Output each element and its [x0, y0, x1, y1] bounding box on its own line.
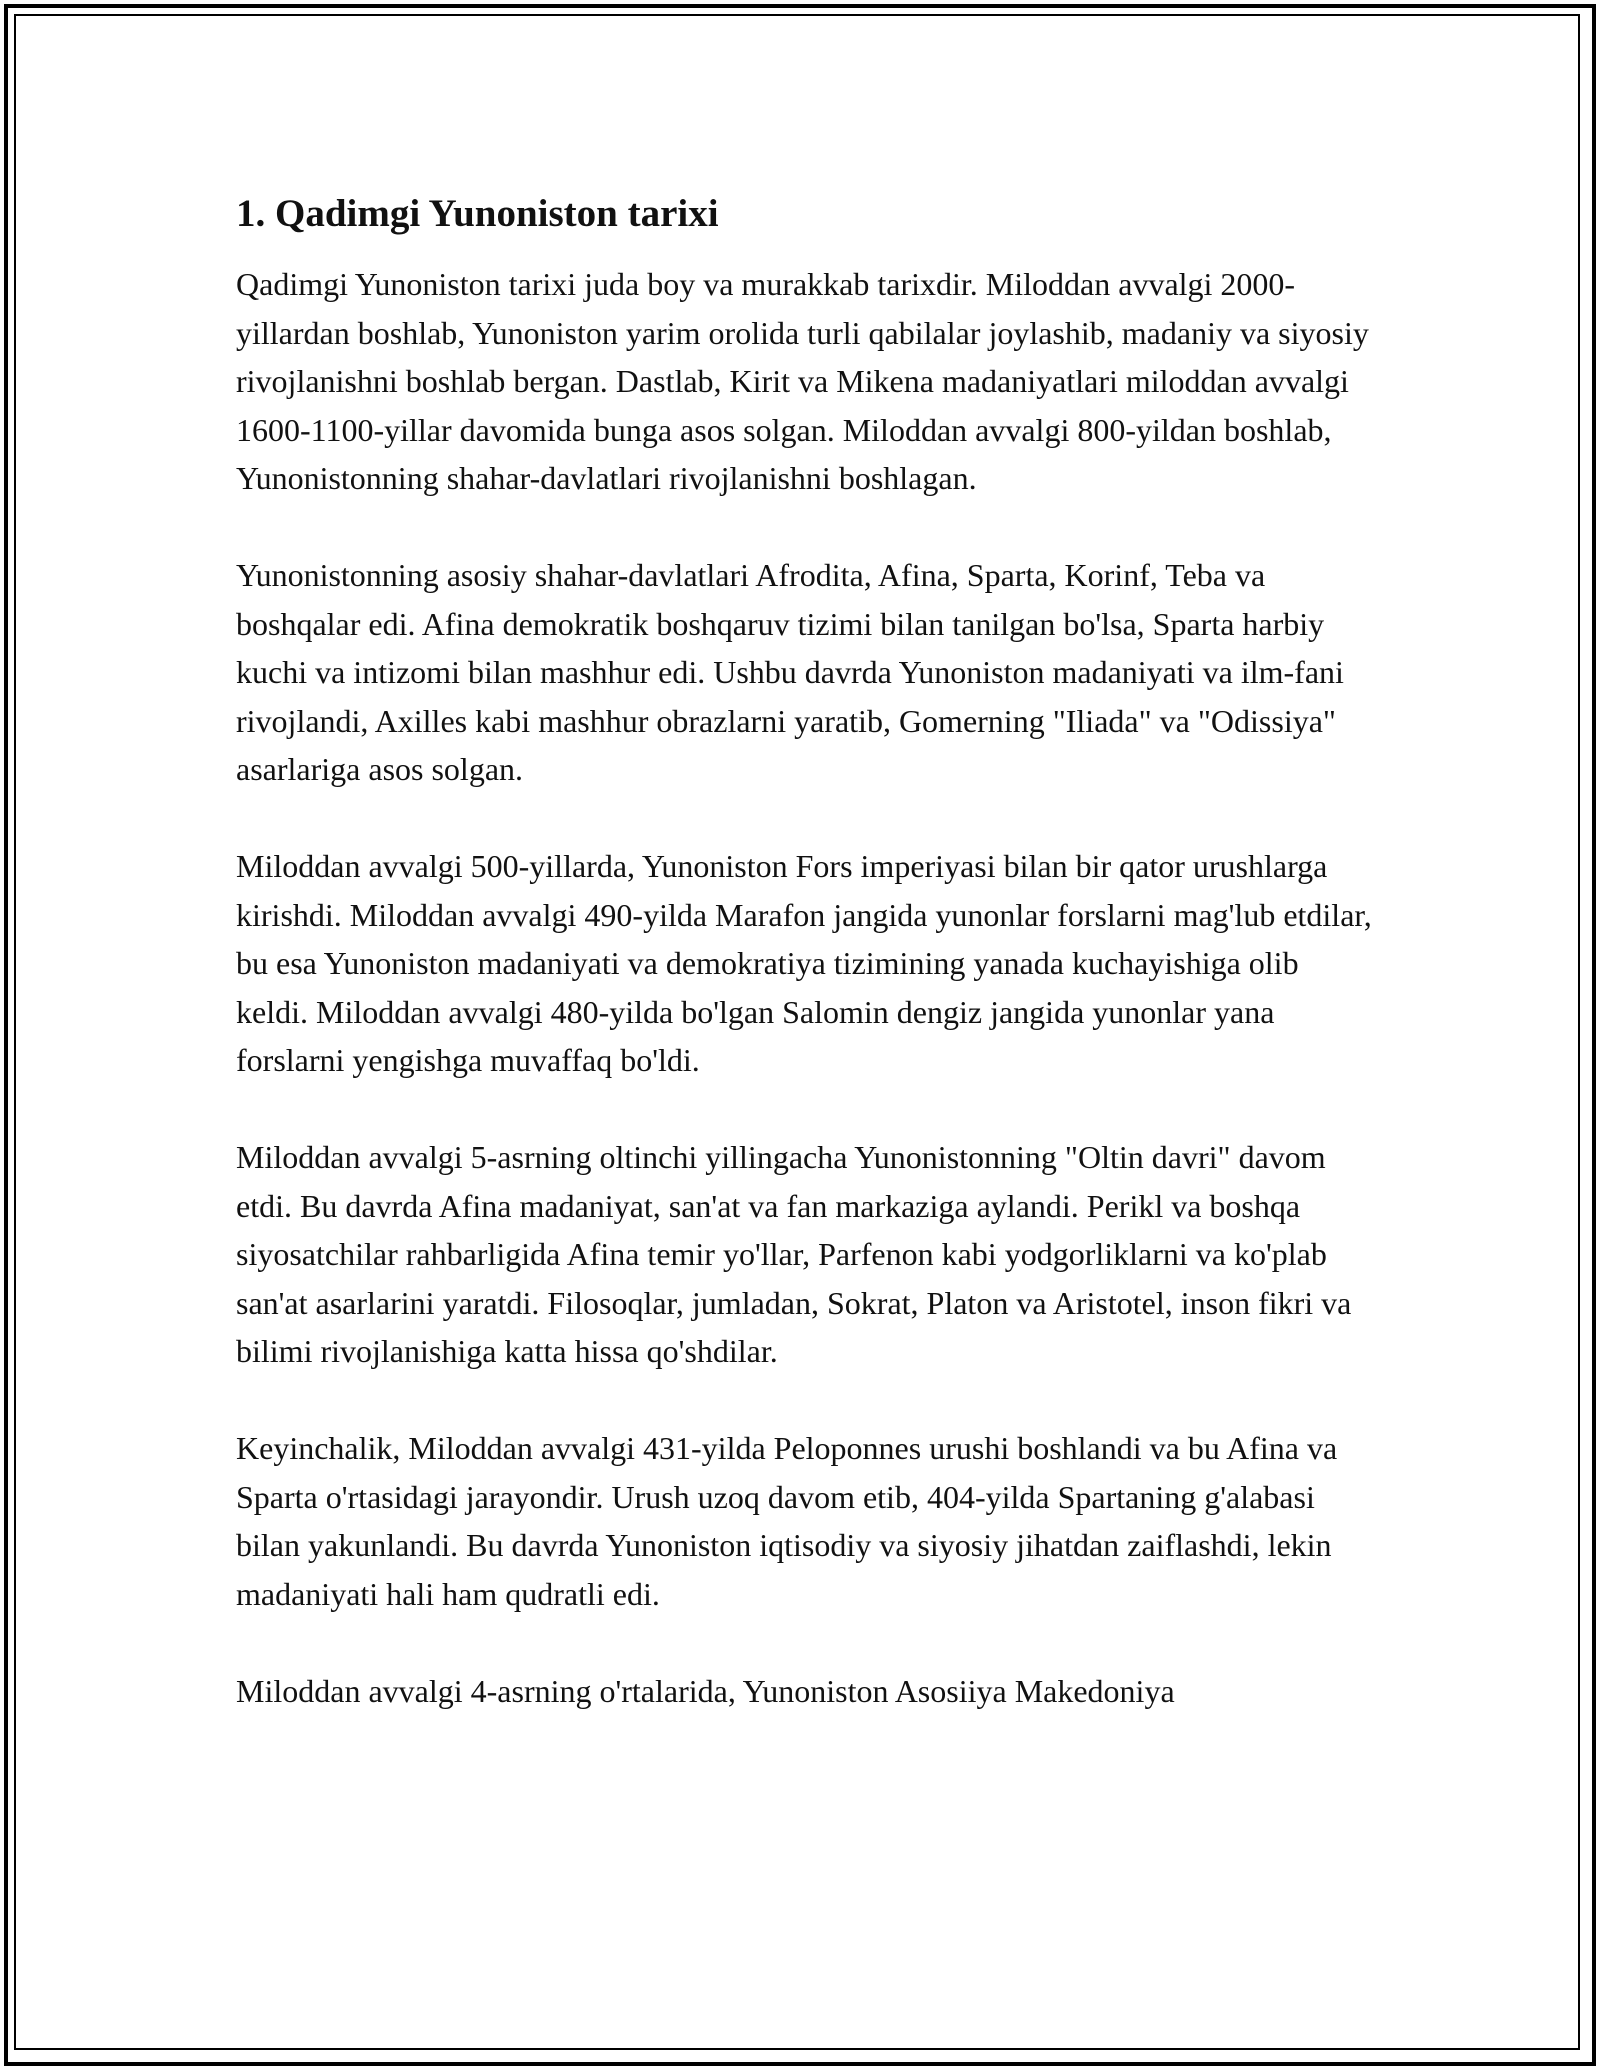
- paragraph: Qadimgi Yunoniston tarixi juda boy va murakkab tarixdir. Miloddan avvalgi 2000-yillardan boshlab, Yunoniston yarim orolida turli qabilalar joylashib, madaniy va siyosiy rivojlanishni boshlab bergan. Dastlab, Kirit va Mikena madaniyatlari miloddan avvalgi 1600-1100-yillar davomida bunga asos solgan. Miloddan avvalgi 800-yildan boshlab, Yunonistonning shahar-davlatlari rivojlanishni boshlagan.: [236, 266, 1369, 496]
- paragraph: Yunonistonning asosiy shahar-davlatlari Afrodita, Afina, Sparta, Korinf, Teba va boshqalar edi. Afina demokratik boshqaruv tizimi bilan tanilgan bo'lsa, Sparta harbiy kuchi va intizomi bilan mashhur edi. Ushbu davrda Yunoniston madaniyati va ilm-fani rivojlandi, Axilles kabi mashhur obrazlarni yaratib, Gomerning "Iliada" va "Odissiya" asarlariga asos solgan.: [236, 557, 1344, 787]
- paragraph: Keyinchalik, Miloddan avvalgi 431-yilda Peloponnes urushi boshlandi va bu Afina va Sparta o'rtasidagi jarayondir. Urush uzoq davom etib, 404-yilda Spartaning g'alabasi bilan yakunlandi. Bu davrda Yunoniston iqtisodiy va siyosiy jihatdan zaiflashdi, lekin madaniyati hali ham qudratli edi.: [236, 1430, 1338, 1612]
- document-body: [236, 190, 1376, 1715]
- paragraph: Miloddan avvalgi 4-asrning o'rtalarida, Yunoniston Asosiiya Makedoniya: [236, 1672, 1175, 1709]
- section-heading: 1. Qadimgi Yunoniston tarixi: [236, 192, 719, 235]
- paragraph: Miloddan avvalgi 500-yillarda, Yunoniston Fors imperiyasi bilan bir qator urushlarga kirishdi. Miloddan avvalgi 490-yilda Marafon jangida yunonlar forslarni mag'lub etdilar, bu esa Yunoniston madaniyati va demokratiya tizimining yanada kuchayishiga olib keldi. Miloddan avvalgi 480-yilda bo'lgan Salomin dengiz jangida yunonlar yana forslarni yengishga muvaffaq bo'ldi.: [236, 848, 1372, 1078]
- paragraph: Miloddan avvalgi 5-asrning oltinchi yillingacha Yunonistonning "Oltin davri" davom etdi. Bu davrda Afina madaniyat, san'at va fan markaziga aylandi. Perikl va boshqa siyosatchilar rahbarligida Afina temir yo'llar, Parfenon kabi yodgorliklarni va ko'plab san'at asarlarini yaratdi. Filosoqlar, jumladan, Sokrat, Platon va Aristotel, inson fikri va bilimi rivojlanishiga katta hissa qo'shdilar.: [236, 1139, 1352, 1369]
